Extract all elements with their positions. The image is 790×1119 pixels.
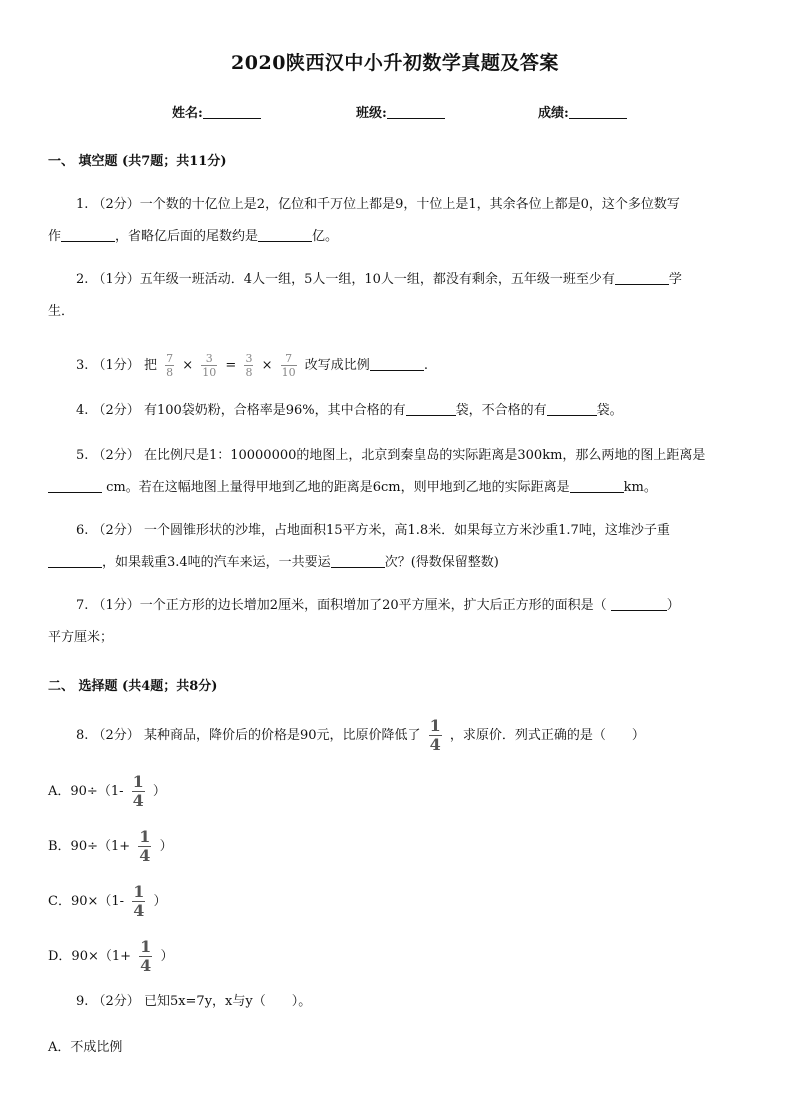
q7-text-a: 7. （1分）一个正方形的边长增加2厘米，面积增加了20平方厘米，扩大后正方形的面积是（: [76, 598, 607, 613]
q3-text-c: .: [423, 358, 428, 373]
name-label: 姓名:: [172, 106, 203, 121]
q3-text-b: 改写成比例: [304, 358, 370, 373]
q6-blank-1[interactable]: [48, 555, 102, 568]
q5-line1: 5. （2分） 在比例尺是1：10000000的地图上，北京到秦皇岛的实际距离是300km，那么两地的图上距离是: [76, 448, 706, 463]
q1-line1: 1. （2分）一个数的十亿位上是2，亿位和千万位上都是9，十位上是1，其余各位上都是0，这个多位数写: [76, 197, 680, 212]
q4-text-c: 袋。: [596, 403, 623, 418]
page-title: 2020陕西汉中小升初数学真题及答案: [231, 52, 559, 74]
q7-line2: 平方厘米；: [48, 630, 114, 645]
q5-text-a: cm。若在这幅地图上量得甲地到乙地的距离是6cm，则甲地到乙地的实际距离是: [106, 480, 570, 495]
q7-blank[interactable]: [611, 598, 667, 611]
q1-blank-1[interactable]: [61, 229, 115, 242]
q1-line2: [48, 228, 748, 246]
fraction-3-10: $\frac{3}{10}$: [202, 352, 217, 379]
q6-blank-2[interactable]: [331, 555, 385, 568]
q6-line1: 6. （2分） 一个圆锥形状的沙堆，占地面积15平方米，高1.8米．如果每立方米沙重1.7吨，这堆沙子重: [76, 523, 670, 538]
fraction-1-4: $\frac{1}{4}$: [133, 882, 145, 920]
q6-text-b: 次？(得数保留整数): [384, 555, 499, 570]
q2-text-b: 学: [668, 272, 682, 287]
q8-option-b[interactable]: [48, 827, 748, 867]
q8-option-a[interactable]: [48, 772, 748, 812]
q5-text-b: km。: [623, 480, 657, 495]
score-label: 成绩:: [538, 106, 569, 121]
q8-text-b: ，求原价．列式正确的是（ ）: [449, 728, 645, 743]
q1-text-a: 作: [48, 229, 62, 244]
q8-option-d[interactable]: [48, 937, 748, 977]
option-text: D．90×（1+: [48, 949, 132, 964]
option-text: A．90÷（1-: [48, 784, 124, 799]
score-blank[interactable]: [569, 105, 627, 119]
score-field: [538, 102, 627, 121]
option-close: ）: [153, 894, 167, 909]
q3-line: [76, 346, 776, 386]
fraction-7-8: $\frac{7}{8}$: [166, 352, 174, 379]
fraction-1-4: $\frac{1}{4}$: [132, 772, 144, 810]
q4-blank-1[interactable]: [406, 403, 456, 416]
q5-blank-2[interactable]: [570, 480, 624, 493]
q8-line: [76, 716, 776, 756]
option-text: C．90×（1-: [48, 894, 125, 909]
q8-text-a: 8. （2分） 某种商品，降价后的价格是90元，比原价降低了: [76, 728, 421, 743]
fraction-1-4: $\frac{1}{4}$: [140, 937, 152, 975]
section-fill-blank-heading: 一、 填空题 (共7题；共11分): [48, 154, 227, 169]
q4-blank-2[interactable]: [547, 403, 597, 416]
q6-text-a: ，如果载重3.4吨的汽车来运，一共要运: [102, 555, 331, 570]
fraction-1-4: $\frac{1}{4}$: [429, 716, 441, 754]
option-close: ）: [160, 949, 174, 964]
times-sign: ×: [261, 358, 273, 373]
section-choice-heading: 二、 选择题 (共4题；共8分): [48, 679, 218, 694]
q4-text-b: 袋，不合格的有: [455, 403, 547, 418]
fraction-7-10: $\frac{7}{10}$: [281, 352, 296, 379]
q4-text-a: 4. （2分） 有100袋奶粉，合格率是96%，其中合格的有: [76, 403, 406, 418]
q7-line1: [76, 597, 776, 615]
q7-text-b: ）: [666, 598, 680, 613]
fraction-3-8: $\frac{3}{8}$: [245, 352, 253, 379]
q2-line1: [76, 271, 776, 289]
fraction-1-4: $\frac{1}{4}$: [139, 827, 151, 865]
q4-line: [76, 402, 776, 420]
q2-blank[interactable]: [615, 272, 669, 285]
option-close: ）: [159, 839, 173, 854]
equals-sign: =: [225, 358, 237, 373]
q3-text-a: 3. （1分） 把: [76, 358, 157, 373]
q9-option-a[interactable]: A．不成比例: [48, 1040, 123, 1055]
name-field: [172, 102, 261, 121]
q5-line2: [48, 479, 748, 497]
q9-line: 9. （2分） 已知5x=7y，x与y（ ）。: [76, 994, 312, 1009]
q1-blank-2[interactable]: [258, 229, 312, 242]
class-label: 班级:: [356, 106, 387, 121]
q2-line2: 生．: [48, 304, 75, 319]
times-sign: ×: [182, 358, 194, 373]
option-text: B．90÷（1+: [48, 839, 131, 854]
q2-text: 2. （1分）五年级一班活动．4人一组，5人一组，10人一组，都没有剩余，五年级一班至少有: [76, 272, 615, 287]
q8-option-c[interactable]: [48, 882, 748, 922]
q1-text-c: 亿。: [312, 229, 339, 244]
option-close: ）: [152, 784, 166, 799]
class-field: [356, 102, 445, 121]
name-blank[interactable]: [203, 105, 261, 119]
q1-text-b: ，省略亿后面的尾数约是: [115, 229, 259, 244]
q6-line2: [48, 554, 748, 572]
q5-blank-1[interactable]: [48, 480, 102, 493]
class-blank[interactable]: [387, 105, 445, 119]
q3-blank[interactable]: [370, 358, 424, 371]
